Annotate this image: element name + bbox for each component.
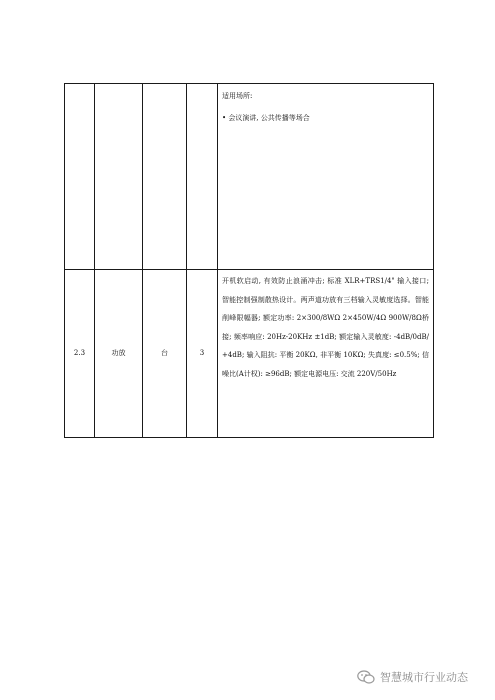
- watermark: [357, 668, 468, 686]
- quantity-cell: [187, 84, 218, 270]
- table-row: [65, 84, 434, 270]
- description-cell: 开机软启动, 有效防止浪涌冲击; 标准 XLR+TRS1/4" 输入接口; 智能控制强制散热设计。两声道功放有三档输入灵敏度选择。智能削峰限幅器; 额定功率: 2×300/8WΩ 2×450W/4Ω 900W/8Ω桥接; 频率响应: 20Hz-20KHz ±1dB; 额定输入灵敏度: -4dB/0dB/+4dB; 输入阻抗: 平衡 20KΩ, 非平衡 10KΩ; 失真度: ≤0.5%; 信噪比(A计权): ≥96dB; 额定电源电压: 交流 220V/50Hz: [218, 270, 434, 438]
- description-cell: [218, 84, 434, 270]
- quantity-cell: 3: [187, 270, 218, 438]
- table-row: [65, 270, 434, 438]
- usage-item: • 会议演讲, 公共传播等场合: [222, 114, 310, 122]
- wechat-icon: [357, 670, 375, 684]
- unit-cell: 台: [143, 270, 187, 438]
- watermark-text: 智慧城市行业动态: [380, 671, 468, 684]
- item-number-cell: 2.3: [65, 270, 95, 438]
- item-number-cell: [65, 84, 95, 270]
- item-name-cell: 功放: [95, 270, 143, 438]
- item-name-cell: [95, 84, 143, 270]
- usage-title: 适用场所:: [222, 92, 253, 100]
- spec-table: [64, 83, 434, 438]
- unit-cell: [143, 84, 187, 270]
